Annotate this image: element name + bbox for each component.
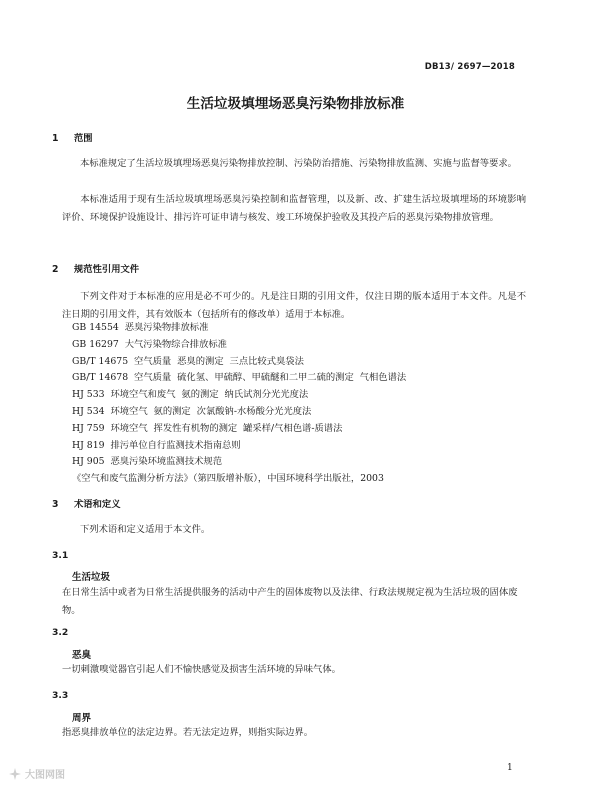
reference-item: GB 16297 大气污染物综合排放标准 [72,338,227,350]
section-3-heading [52,496,121,510]
section-2-heading [52,261,139,275]
clause-number: 3.2 [52,627,69,638]
section-1-heading [52,130,93,144]
section-number: 2 [52,264,59,275]
section-number: 1 [52,133,59,144]
paragraph: 本标准适用于现有生活垃圾填埋场恶臭污染控制和监督管理，以及新、改、扩建生活垃圾填埋场的环境影响评价、环境保护设施设计、排污许可证申请与核发、竣工环境保护验收及其投产后的恶臭污染物排放管理。 [62,194,526,223]
term-heading: 周界 [72,713,92,724]
section-number: 3 [52,499,59,510]
paragraph: 下列文件对于本标准的应用是必不可少的。凡是注日期的引用文件，仅注日期的版本适用于本文件。凡是不注日期的引用文件，其有效版本（包括所有的修改单）适用于本标准。 [62,291,526,320]
reference-item: GB/T 14678 空气质量 硫化氢、甲硫醇、甲硫醚和二甲二硫的测定 气相色谱法 [72,372,407,384]
reference-item: HJ 534 环境空气 氨的测定 次氯酸钠-水杨酸分光光度法 [72,405,312,417]
reference-list [72,320,406,488]
document-code: DB13/ 2697—2018 [424,62,515,72]
term-definition: 在日常生活中或者为日常生活提供服务的活动中产生的固体废物以及法律、行政法规规定视为生活垃圾的固体废物。 [62,587,518,616]
reference-item: HJ 533 环境空气和废气 氨的测定 纳氏试剂分光光度法 [72,389,309,401]
reference-item: HJ 819 排污单位自行监测技术指南总则 [72,439,241,451]
reference-item: 《空气和废气监测分析方法》（第四版增补版），中国环境科学出版社，2003 [72,473,384,485]
sparkle-logo-icon [8,767,22,781]
term-heading: 恶臭 [72,650,92,661]
term-definition: 一切刺激嗅觉器官引起人们不愉快感觉及损害生活环境的异味气体。 [62,664,341,675]
section-title: 范围 [74,133,93,144]
paragraph: 本标准规定了生活垃圾填埋场恶臭污染物排放控制、污染防治措施、污染物排放监测、实施与监督等要求。 [80,158,517,169]
paragraph: 下列术语和定义适用于本文件。 [80,524,211,535]
document-title: 生活垃圾填埋场恶臭污染物排放标准 [186,96,405,112]
reference-item: HJ 905 恶臭污染环境监测技术规范 [72,456,223,468]
page-number: 1 [507,763,513,773]
section-title: 规范性引用文件 [74,264,140,275]
reference-item: HJ 759 环境空气 挥发性有机物的测定 罐采样/气相色谱-质谱法 [72,422,343,434]
watermark [8,766,65,781]
section-title: 术语和定义 [74,499,121,510]
watermark-text: 大图网图 [25,770,65,781]
clause-number: 3.3 [52,690,69,701]
term-definition: 指恶臭排放单位的法定边界。若无法定边界，则指实际边界。 [62,727,314,738]
reference-item: GB 14554 恶臭污染物排放标准 [72,322,209,333]
clause-number: 3.1 [52,550,69,561]
term-heading: 生活垃圾 [72,572,111,583]
reference-item: GB/T 14675 空气质量 恶臭的测定 三点比较式臭袋法 [72,355,304,367]
